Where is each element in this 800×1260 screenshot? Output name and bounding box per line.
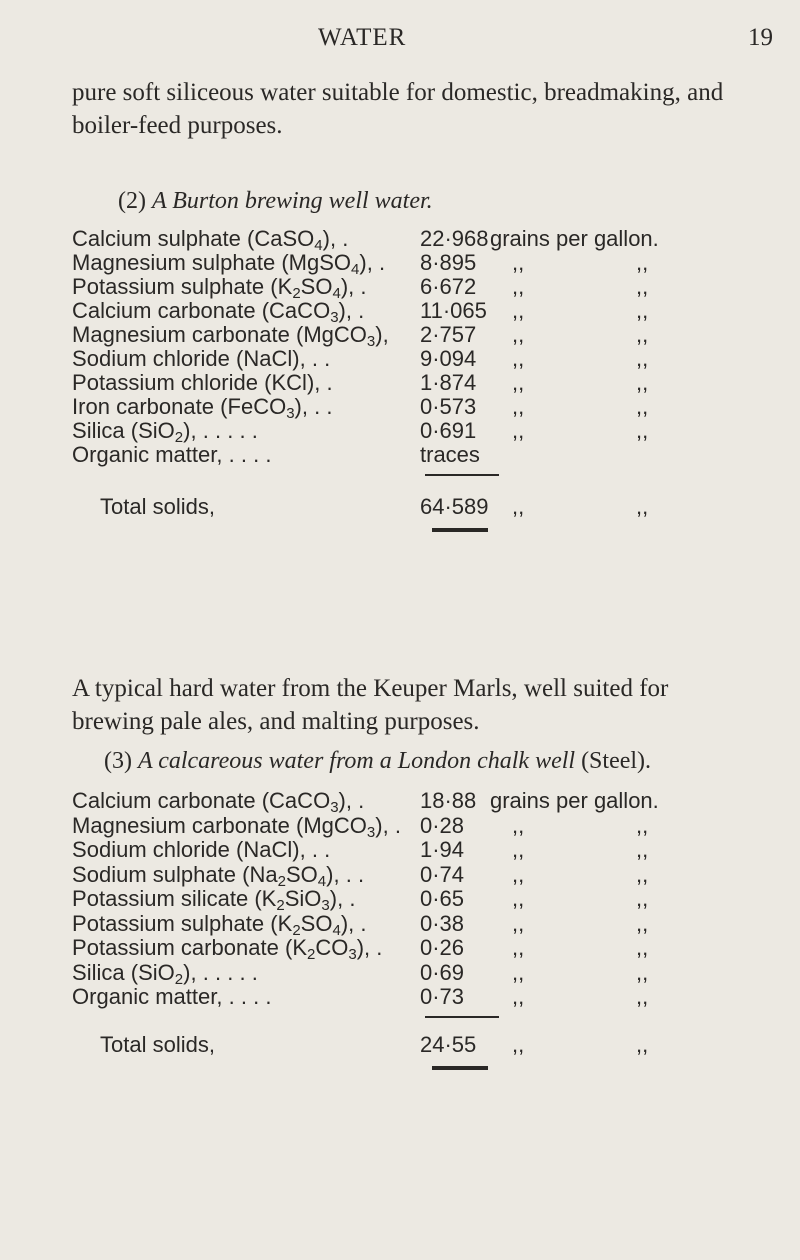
ditto-mark: ,, [512,494,525,519]
constituent-name: Magnesium carbonate (MgCO$_3$), . [72,812,401,841]
intro-paragraph: pure soft siliceous water suitable for domestic, breadmaking, and boiler-feed purposes. [72,79,724,139]
ditto-mark: ,, [512,370,525,395]
section-2-number: (2) [118,188,146,214]
constituent-name: Potassium carbonate $(K_2CO_3)$, . [72,935,383,963]
ditto-mark: ,, [636,935,649,960]
constituent-value: 0·28 [420,812,465,838]
ditto-mark: ,, [636,274,649,299]
total-label: Total solids, [100,1032,215,1057]
constituent-value: 8·895 [420,250,477,275]
constituent-name: Sodium chloride (NaCl), . . [72,346,331,371]
constituent-name: Sodium sulphate $(Na_2SO_4)$, . . [72,861,365,890]
running-header [0,22,800,62]
constituent-value: 11·065 [420,298,487,323]
constituent-name: Iron carbonate (FeCO$_3$), . . [72,394,333,422]
ditto-mark: ,, [512,886,525,911]
total-value: 64·589 [420,494,489,519]
constituent-name: Silica (SiO$_2$), . . . . . [72,418,258,446]
ditto-mark: ,, [636,322,649,347]
constituent-name: Sodium chloride (NaCl), . . [72,837,331,862]
total-value: 24·55 [420,1032,477,1057]
middle-paragraph: A typical hard water from the Keuper Marls, well suited for brewing pale ales, and malting purposes. [72,675,669,735]
page-number: 19 [748,24,773,51]
total-label: Total solids, [100,494,215,519]
ditto-mark: ,, [636,812,649,838]
constituent-name: Magnesium sulphate (MgSO$_4$), . [72,250,386,278]
unit-label: grains per gallon. [490,788,659,813]
ditto-mark: ,, [512,274,525,299]
ditto-mark: ,, [636,298,649,323]
constituent-value: 0·573 [420,394,477,419]
constituent-value: 0·69 [420,959,465,985]
section-3-number: (3) [104,748,132,774]
constituent-name: Calcium carbonate (CaCO$_3$), . [72,788,365,816]
constituent-name: Organic matter, . . . . [72,442,272,467]
constituent-name: Potassium sulphate $(K_2SO_4)$, . [72,274,367,302]
ditto-mark: ,, [512,812,525,838]
constituent-name: Potassium sulphate $(K_2SO_4)$, . [72,910,367,939]
ditto-mark: ,, [636,418,649,443]
ditto-mark: ,, [636,494,649,519]
ditto-mark: ,, [512,910,525,936]
section-3-source: (Steel). [581,748,652,774]
ditto-mark: ,, [636,837,649,862]
ditto-mark: ,, [512,322,525,347]
running-title: WATER [318,24,407,51]
constituent-value: 22·968 [420,226,489,251]
constituent-value: 9·094 [420,346,477,371]
constituent-value: 2·757 [420,322,477,347]
constituent-value: 1·94 [420,837,465,862]
constituent-value: 0·73 [420,984,465,1009]
section-3-title: A calcareous water from a London chalk well [137,748,576,774]
constituent-name: Calcium carbonate (CaCO$_3$), . [72,298,365,326]
ditto-mark: ,, [512,346,525,371]
total-underline [432,528,488,532]
constituent-name: Potassium chloride (KCl), . [72,370,333,395]
ditto-mark: ,, [636,394,649,419]
constituent-value: 18·88 [420,788,477,813]
section-2-caption [118,188,433,215]
ditto-mark: ,, [636,370,649,395]
ditto-mark: ,, [636,910,649,936]
constituent-value: 0·26 [420,935,465,960]
constituent-value: 0·74 [420,861,465,887]
ditto-mark: ,, [512,418,525,443]
table-row [0,442,800,472]
constituent-name: Silica (SiO$_2$), . . . . . [72,959,258,988]
ditto-mark: ,, [636,1032,649,1057]
constituent-name: Potassium silicate $(K_2SiO_3)$, . [72,886,356,914]
ditto-mark: ,, [636,861,649,887]
sum-rule [425,1016,499,1018]
constituent-value: 1·874 [420,370,477,395]
constituent-name: Calcium sulphate (CaSO$_4$), . [72,226,349,254]
constituent-value: 6·672 [420,274,477,299]
ditto-mark: ,, [512,250,525,275]
unit-label: grains per gallon. [490,226,659,251]
constituent-value: 0·38 [420,910,465,936]
ditto-mark: ,, [512,861,525,887]
section-2-title: A Burton brewing well water. [151,188,433,214]
ditto-mark: ,, [636,346,649,371]
constituent-value: 0·65 [420,886,465,911]
ditto-mark: ,, [512,984,525,1009]
section-3-caption [104,748,651,775]
table-row [0,984,800,1014]
constituent-name: Organic matter, . . . . [72,984,272,1009]
ditto-mark: ,, [512,298,525,323]
total-row [0,1032,800,1062]
ditto-mark: ,, [512,394,525,419]
total-row [0,494,800,524]
ditto-mark: ,, [512,935,525,960]
total-underline [432,1066,488,1070]
ditto-mark: ,, [636,886,649,911]
constituent-value: 0·691 [420,418,477,443]
constituent-name: Magnesium carbonate (MgCO$_3$), [72,322,389,350]
ditto-mark: ,, [512,1032,525,1057]
ditto-mark: ,, [512,837,525,862]
ditto-mark: ,, [512,959,525,985]
constituent-value: traces [420,442,480,467]
sum-rule [425,474,499,476]
ditto-mark: ,, [636,984,649,1009]
ditto-mark: ,, [636,959,649,985]
ditto-mark: ,, [636,250,649,275]
